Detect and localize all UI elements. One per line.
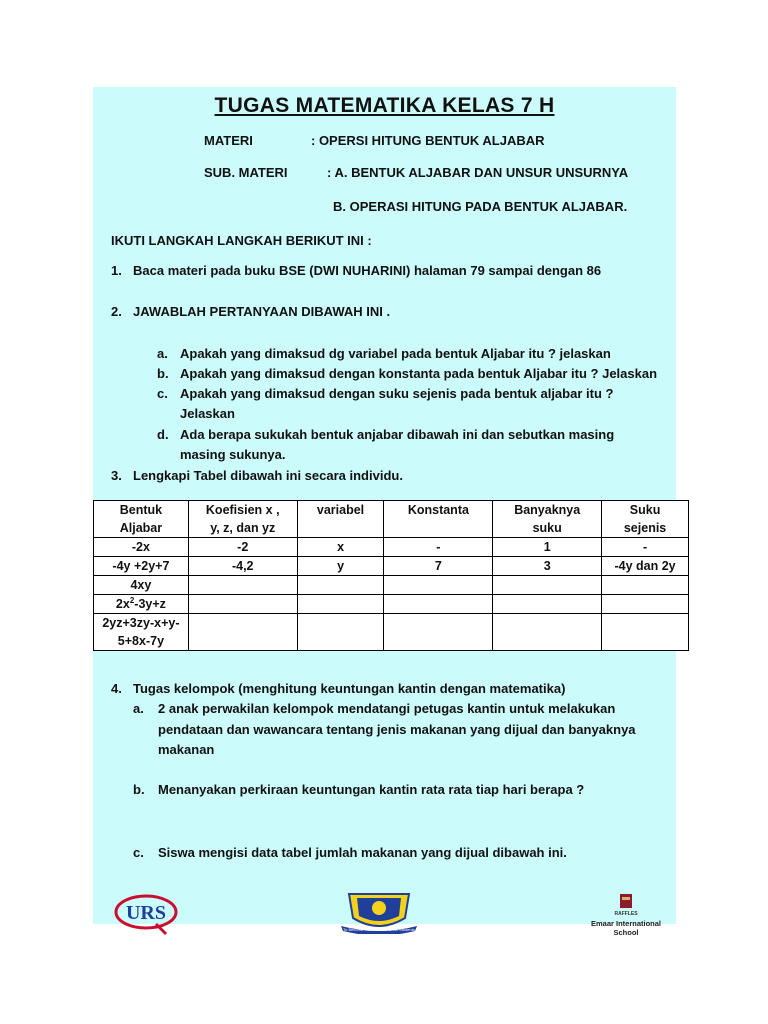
table-cell — [493, 595, 602, 614]
table-row — [94, 595, 689, 614]
table-cell: 4xy — [94, 576, 189, 595]
table-cell: 3 — [493, 557, 602, 576]
table-cell — [297, 576, 384, 595]
question-a-text: Apakah yang dimaksud dg variabel pada bentuk Aljabar itu ? jelaskan — [180, 346, 611, 361]
page-title: TUGAS MATEMATIKA KELAS 7 H — [214, 94, 555, 117]
step4-number: 4. — [111, 681, 122, 696]
question-d-text-cont: masing sukunya. — [180, 447, 286, 462]
school-shield-logo — [339, 890, 419, 934]
task-a-text-cont: pendataan dan wawancara tentang jenis makanan yang dijual dan banyaknya — [158, 722, 636, 737]
table-cell: 1 — [493, 538, 602, 557]
table-cell — [188, 595, 297, 614]
question-a-letter: a. — [157, 346, 168, 361]
table-cell: -4y +2y+7 — [94, 557, 189, 576]
table-cell: - — [602, 538, 689, 557]
sub-materi-value-b: B. OPERASI HITUNG PADA BENTUK ALJABAR. — [333, 199, 628, 214]
question-c-text: Apakah yang dimaksud dengan suku sejenis pada bentuk aljabar itu ? — [180, 386, 614, 401]
table-row — [94, 557, 689, 576]
header-banyaknya-suku: Banyaknya suku — [493, 501, 602, 538]
intro-text: IKUTI LANGKAH LANGKAH BERIKUT INI : — [111, 233, 372, 248]
table-cell: y — [297, 557, 384, 576]
raffles-emaar-logo — [584, 892, 668, 950]
header-variabel: variabel — [297, 501, 384, 538]
algebra-table — [93, 500, 689, 651]
step4-text: Tugas kelompok (menghitung keuntungan kantin dengan matematika) — [133, 681, 566, 696]
table-cell — [384, 576, 493, 595]
table-cell — [493, 614, 602, 651]
step1-number: 1. — [111, 263, 122, 278]
table-cell: - — [384, 538, 493, 557]
step2-text: JAWABLAH PERTANYAAN DIBAWAH INI . — [133, 304, 391, 319]
urs-logo-text: URS — [125, 902, 167, 924]
question-d-letter: d. — [157, 427, 169, 442]
table-cell: -2 — [188, 538, 297, 557]
table-cell — [493, 576, 602, 595]
question-b-text: Apakah yang dimaksud dengan konstanta pada bentuk Aljabar itu ? Jelaskan — [180, 366, 658, 381]
task-c-text: Siswa mengisi data tabel jumlah makanan yang dijual dibawah ini. — [158, 845, 567, 860]
header-konstanta: Konstanta — [384, 501, 493, 538]
question-c-text-cont: Jelaskan — [180, 406, 235, 421]
task-a-letter: a. — [133, 701, 144, 716]
table-cell — [602, 595, 689, 614]
table-header-row — [94, 501, 689, 538]
emaar-text-line2: School — [613, 928, 639, 937]
materi-label: MATERI — [204, 133, 253, 148]
document-page — [93, 87, 676, 924]
step3-number: 3. — [111, 468, 122, 483]
school-motto-text: To Become The Success Of All Students — [343, 927, 415, 932]
table-cell: -4,2 — [188, 557, 297, 576]
raffles-text: RAFFLES — [614, 911, 638, 917]
table-cell — [297, 614, 384, 651]
materi-value: : OPERSI HITUNG BENTUK ALJABAR — [311, 133, 545, 148]
step2-number: 2. — [111, 304, 122, 319]
step3-text: Lengkapi Tabel dibawah ini secara individu. — [133, 468, 403, 483]
question-c-letter: c. — [157, 386, 168, 401]
header-bentuk-aljabar: Bentuk Aljabar — [94, 501, 189, 538]
step1-text: Baca materi pada buku BSE (DWI NUHARINI) halaman 79 sampai dengan 86 — [133, 263, 602, 278]
table-cell — [602, 576, 689, 595]
header-koefisien: Koefisien x , y, z, dan yz — [188, 501, 297, 538]
sub-materi-value-a: : A. BENTUK ALJABAR DAN UNSUR UNSURNYA — [327, 165, 629, 180]
question-d-text: Ada berapa sukukah bentuk anjabar dibawah ini dan sebutkan masing — [180, 427, 615, 442]
task-a-text-cont2: makanan — [158, 742, 215, 757]
table-row — [94, 538, 689, 557]
table-cell — [188, 614, 297, 651]
table-cell — [384, 614, 493, 651]
table-cell: 2yz+3zy-x+y- 5+8x-7y — [94, 614, 189, 651]
table-cell: -2x — [94, 538, 189, 557]
table-cell — [188, 576, 297, 595]
table-cell: -4y dan 2y — [602, 557, 689, 576]
task-a-text: 2 anak perwakilan kelompok mendatangi petugas kantin untuk melakukan — [158, 701, 616, 716]
table-cell — [384, 595, 493, 614]
urs-logo — [112, 890, 184, 938]
table-cell: 7 — [384, 557, 493, 576]
emaar-text-line1: Emaar International — [590, 919, 662, 928]
table-cell — [602, 614, 689, 651]
task-c-letter: c. — [133, 845, 144, 860]
table-row — [94, 614, 689, 651]
task-b-letter: b. — [133, 782, 145, 797]
header-suku-sejenis: Suku sejenis — [602, 501, 689, 538]
task-b-text: Menanyakan perkiraan keuntungan kantin rata rata tiap hari berapa ? — [158, 782, 585, 797]
table-row — [94, 576, 689, 595]
table-cell: $2x^2-3y+z$ — [94, 595, 189, 614]
question-b-letter: b. — [157, 366, 169, 381]
sub-materi-label: SUB. MATERI — [204, 165, 288, 180]
table-cell — [297, 595, 384, 614]
table-cell: x — [297, 538, 384, 557]
